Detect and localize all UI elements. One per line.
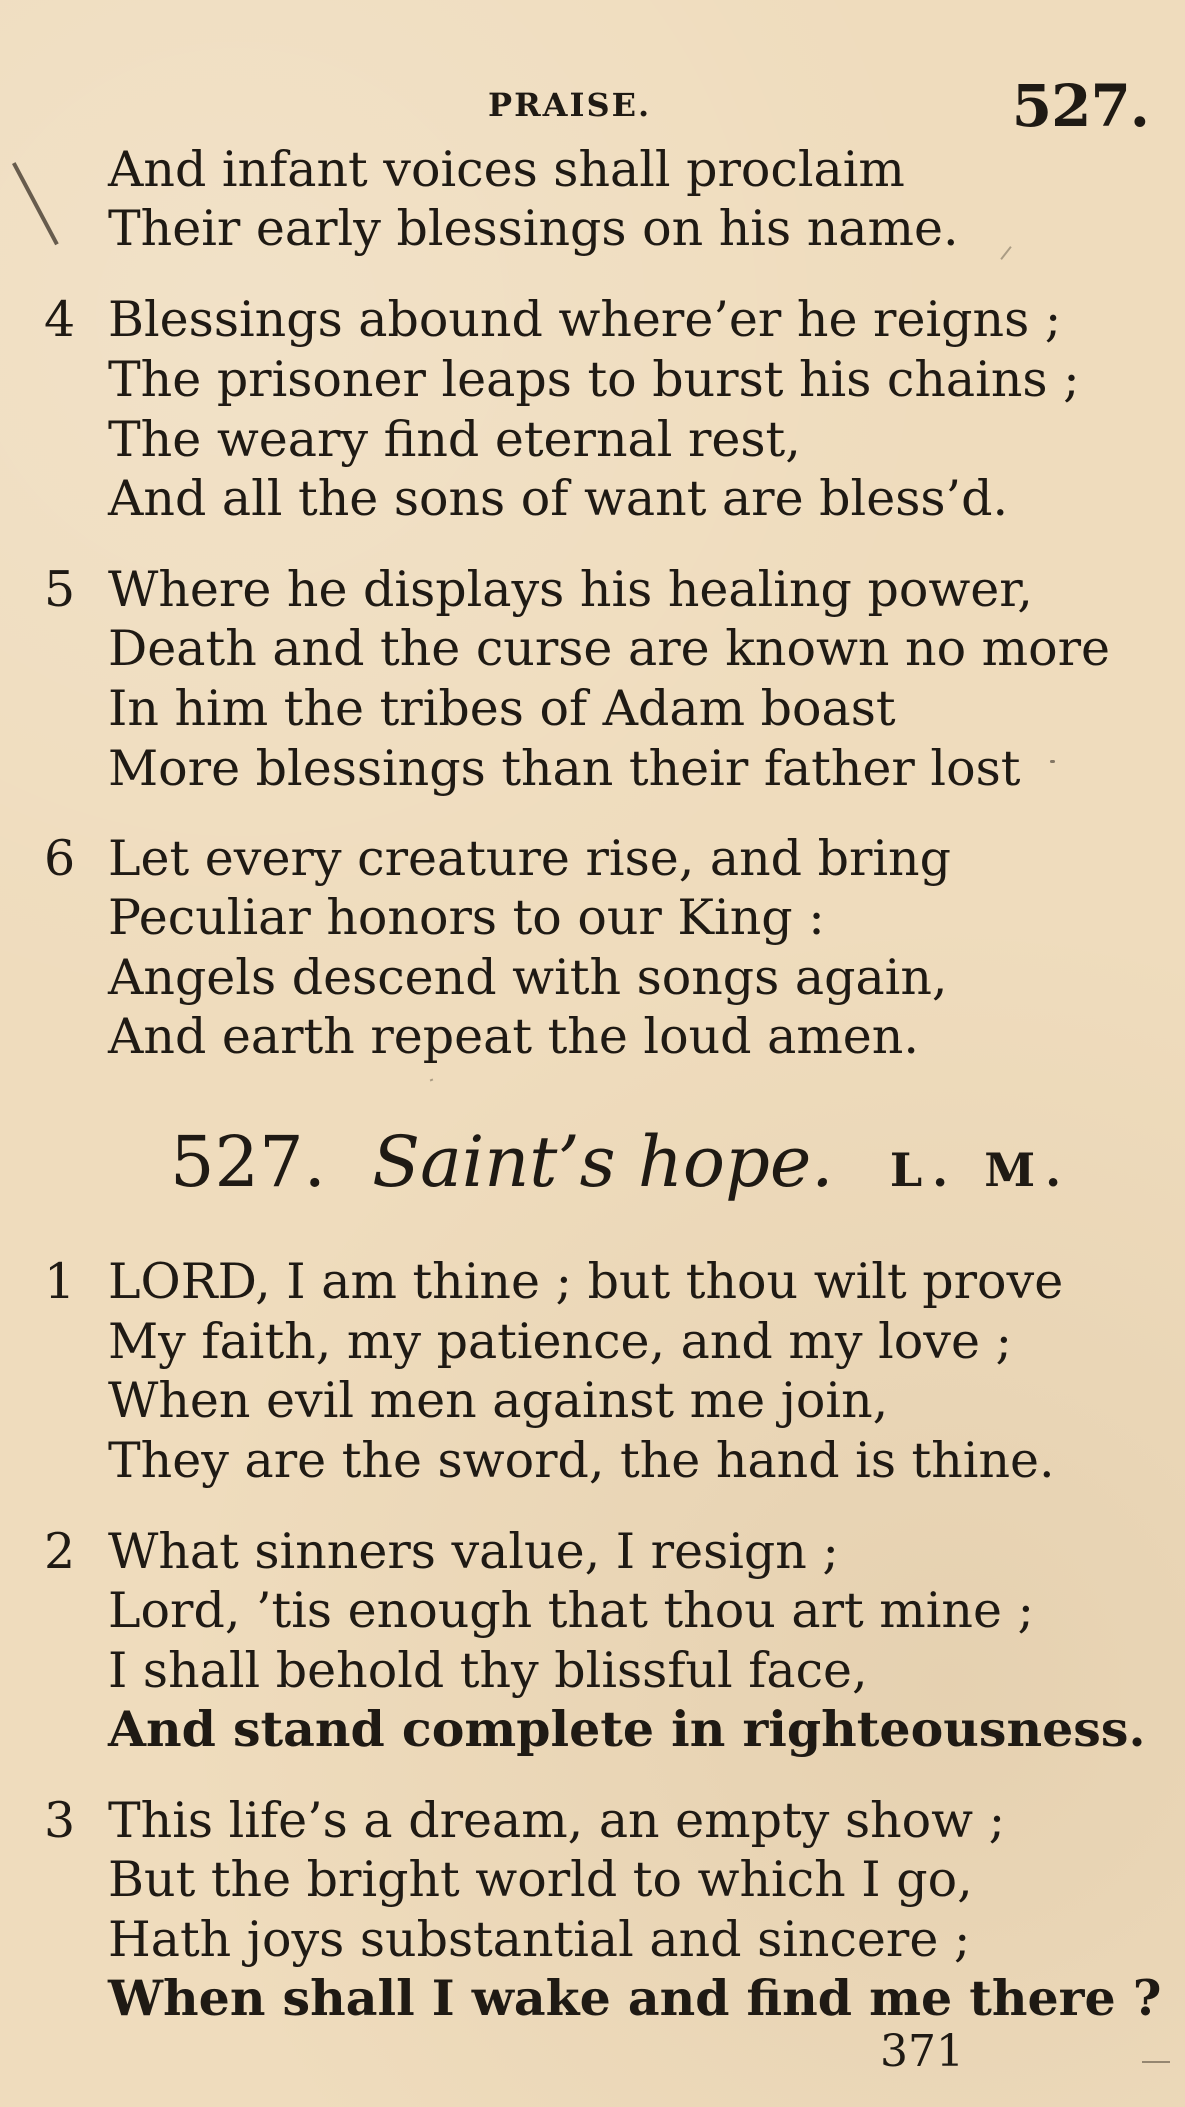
verse-6-line-2: Peculiar honors to our King : [108, 889, 825, 946]
hymn-meter: L. M. [889, 1143, 1072, 1197]
hymn-verse-1-line-1: LORD, I am thine ; but thou wilt prove [108, 1253, 1064, 1310]
hymn-verse-1-line-3: When evil men against me join, [108, 1372, 889, 1429]
running-head: PRAISE. [488, 86, 652, 124]
verse-number-4: 4 [44, 291, 76, 348]
verse-6-line-3: Angels descend with songs again, [108, 949, 948, 1006]
hymn-verse-1-line-2: My faith, my patience, and my love ; [108, 1313, 1013, 1370]
paper-speck [430, 1079, 434, 1082]
hymn-verse-1-line-4: They are the sword, the hand is thine. [108, 1432, 1055, 1489]
ink-dot [1050, 760, 1055, 763]
verse-5-line-1: Where he displays his healing power, [108, 561, 1033, 618]
hymn-title [170, 1121, 1072, 1203]
margin-mark [12, 162, 59, 245]
hymn-verse-number-3: 3 [44, 1792, 76, 1849]
verse-number-6: 6 [44, 830, 76, 887]
verse-4-line-1: Blessings abound where’er he reigns ; [108, 291, 1062, 348]
verse-5-line-2: Death and the curse are known no more [108, 620, 1111, 677]
hymn-verse-3-line-1: This life’s a dream, an empty show ; [108, 1792, 1006, 1849]
page-header [0, 72, 1185, 140]
hymn-verse-2-line-1: What sinners value, I resign ; [108, 1523, 839, 1580]
page-number: 371 [880, 2026, 964, 2077]
hymn-verse-number-1: 1 [44, 1253, 76, 1310]
verse-4-line-3: The weary find eternal rest, [108, 411, 801, 468]
hymn-name: Saint’s hope. [372, 1121, 834, 1203]
stanza-continued-line-1: And infant voices shall proclaim [108, 141, 905, 198]
verse-5-line-4: More blessings than their father lost [108, 740, 1021, 797]
verse-number-5: 5 [44, 561, 76, 618]
hymn-verse-3-line-2: But the bright world to which I go, [108, 1851, 973, 1908]
hymn-verse-3-line-3: Hath joys substantial and sincere ; [108, 1911, 971, 1968]
ink-speck [1000, 246, 1011, 260]
verse-4-line-2: The prisoner leaps to burst his chains ; [108, 351, 1080, 408]
page-hymn-number: 527. [1011, 72, 1149, 140]
hymn-verse-2-line-4: And stand complete in righteousness. [108, 1700, 1146, 1758]
verse-4-line-4: And all the sons of want are bless’d. [108, 470, 1009, 527]
verse-5-line-3: In him the tribes of Adam boast [108, 680, 896, 737]
hymn-verse-2-line-2: Lord, ’tis enough that thou art mine ; [108, 1582, 1035, 1639]
hymn-verse-2-line-3: I shall behold thy blissful face, [108, 1642, 868, 1699]
hymn-verse-3-line-4: When shall I wake and find me there ? [108, 1969, 1162, 2027]
verse-6-line-4: And earth repeat the loud amen. [108, 1008, 919, 1065]
stanza-continued-line-2: Their early blessings on his name. [108, 200, 959, 257]
verse-6-line-1: Let every creature rise, and bring [108, 830, 951, 887]
corner-mark [1142, 2061, 1170, 2063]
hymn-verse-number-2: 2 [44, 1523, 76, 1580]
hymn-number: 527. [170, 1121, 326, 1203]
